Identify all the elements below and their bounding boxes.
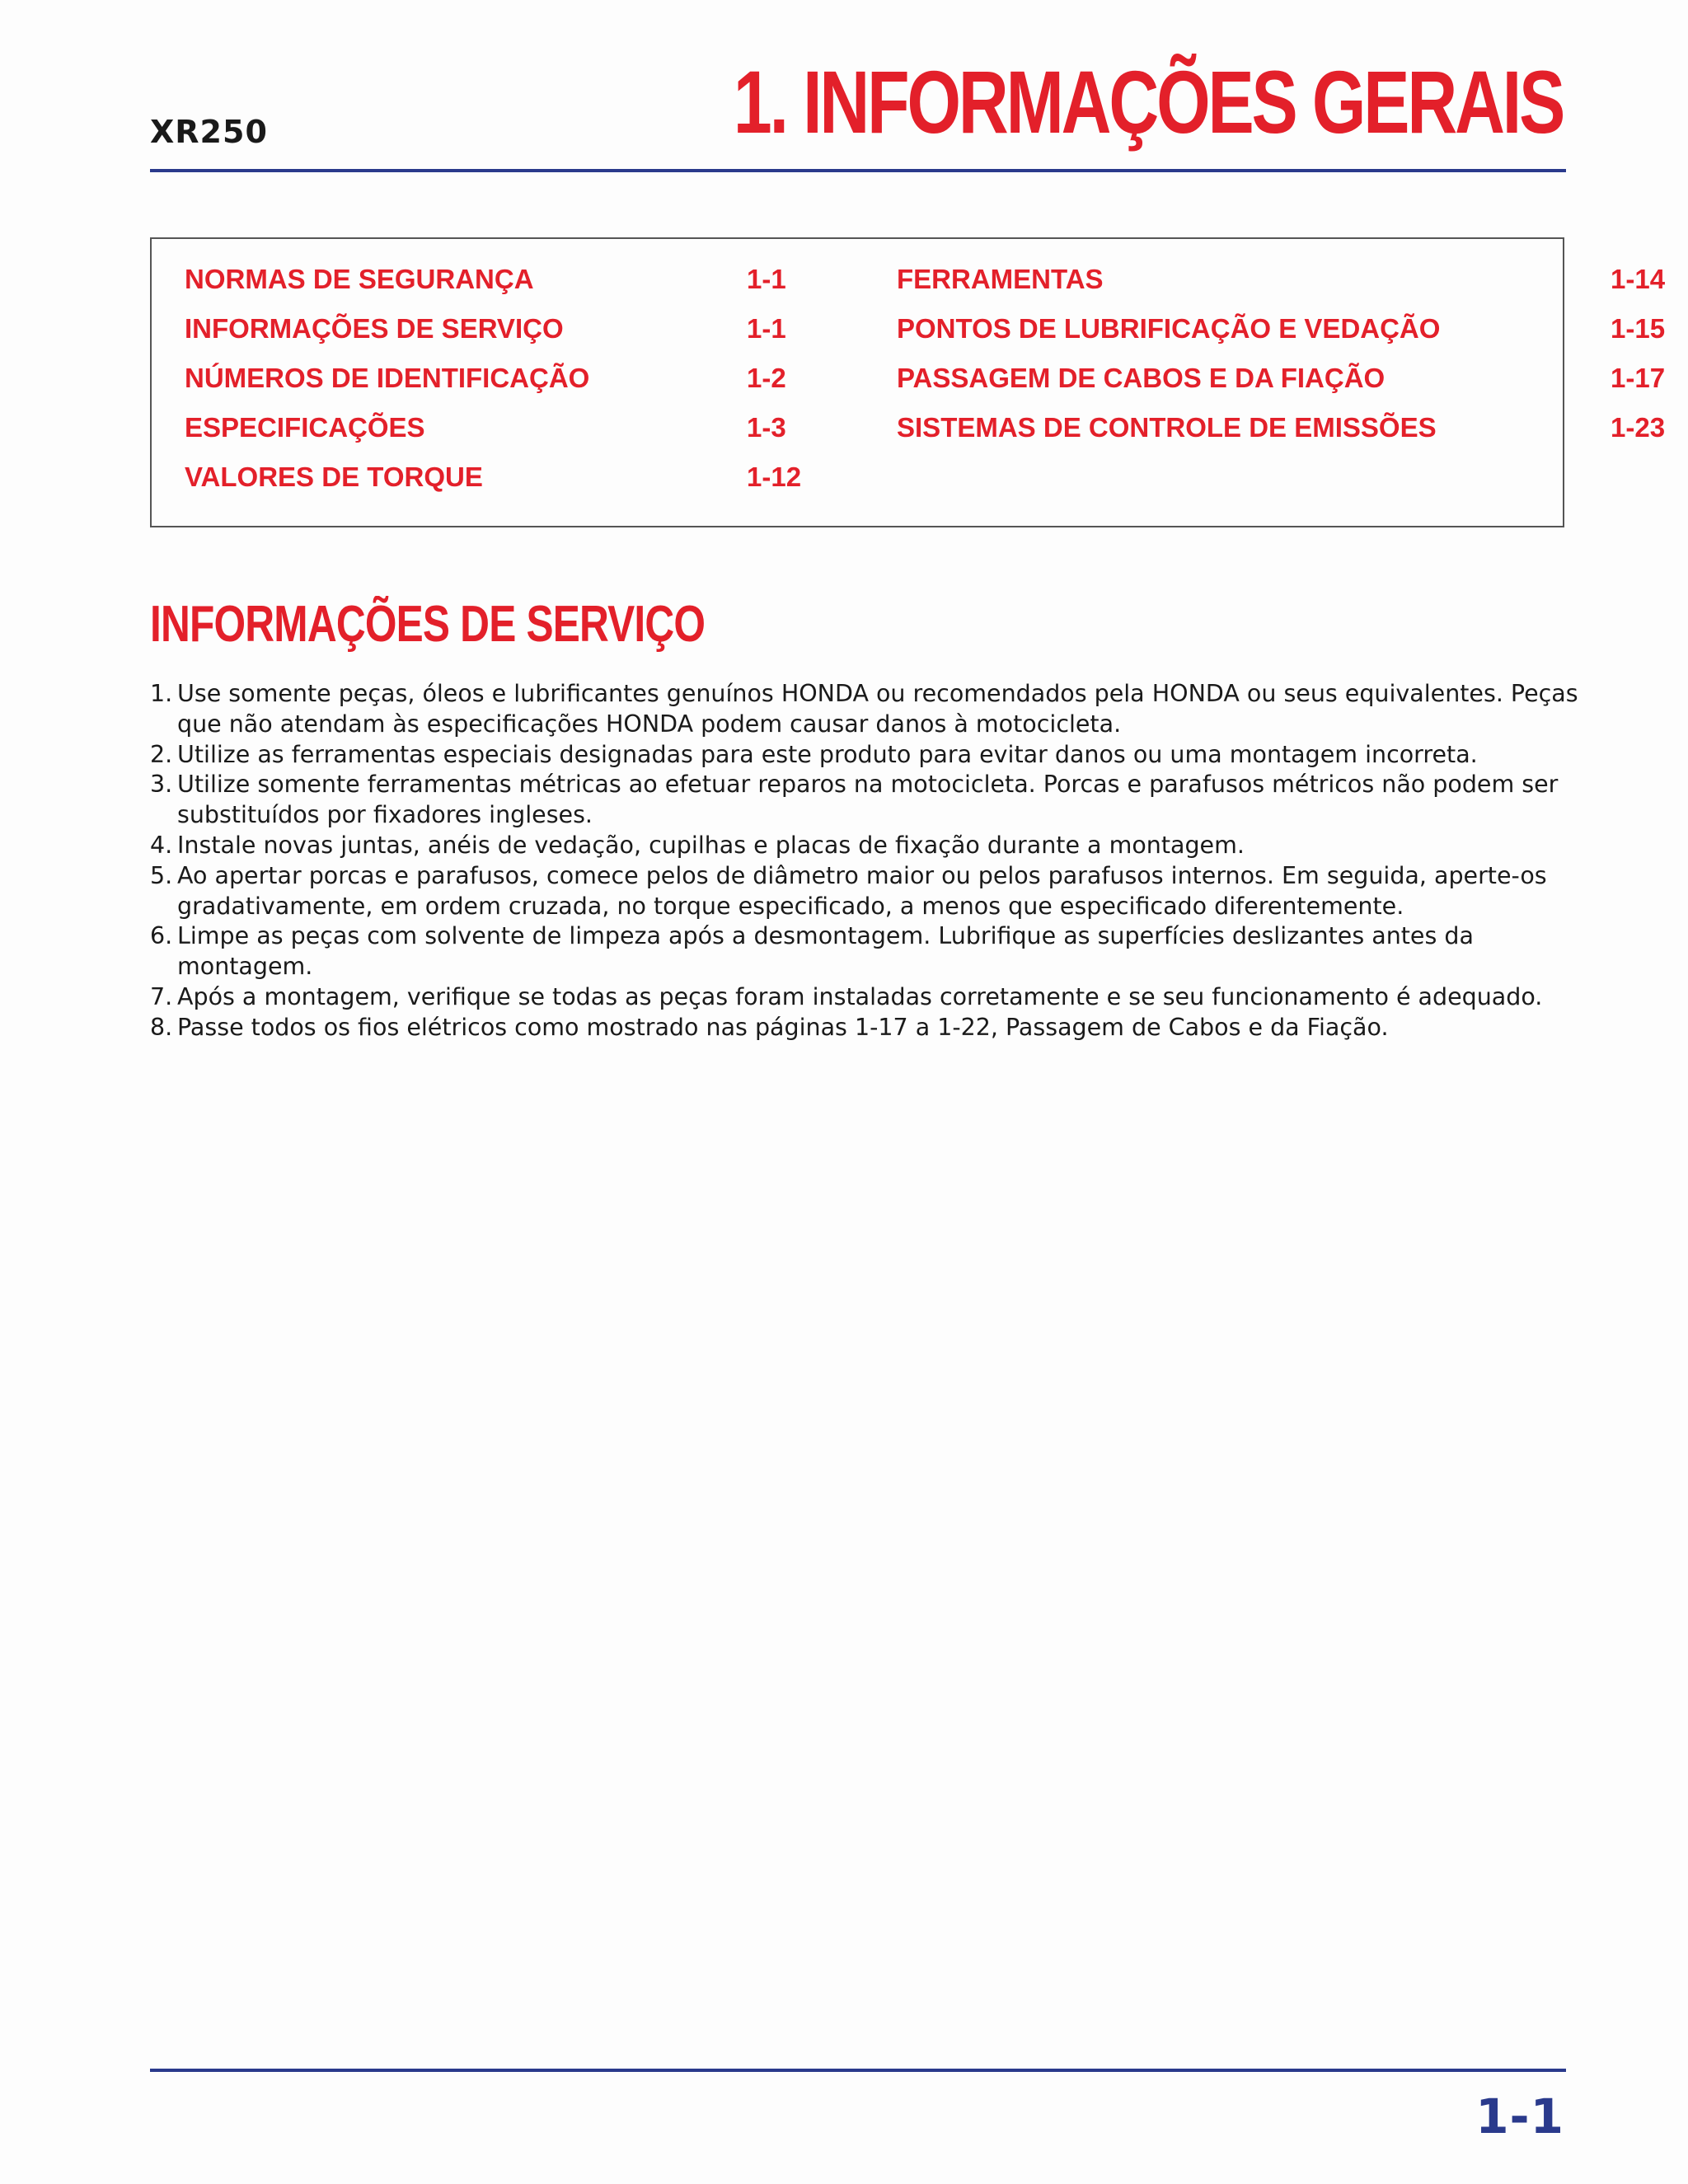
header-rule	[150, 169, 1566, 172]
list-item	[150, 982, 1584, 1013]
list-item	[150, 861, 1584, 922]
list-item-text: Após a montagem, verifique se todas as peças foram instaladas corretamente e se seu funcionamento é adequado.	[177, 982, 1543, 1010]
toc-item-page: 1-1	[747, 313, 786, 344]
toc-item-page: 1-23	[1611, 412, 1666, 443]
toc-item-label: INFORMAÇÕES DE SERVIÇO	[185, 313, 564, 344]
list-item	[150, 921, 1584, 982]
list-item-text: Ao apertar porcas e parafusos, comece pelos de diâmetro maior ou pelos parafusos internos. Em seguida, aperte-os gradativamente, em ordem cruzada, no torque especificado, a menos que especificado diferentemente.	[177, 861, 1547, 920]
list-item-number: 5.	[150, 861, 173, 889]
toc-item-page: 1-17	[1611, 363, 1666, 393]
toc-item-label: SISTEMAS DE CONTROLE DE EMISSÕES	[897, 412, 1437, 443]
list-item-number: 1.	[150, 680, 173, 707]
list-item-text: Utilize as ferramentas especiais designadas para este produto para evitar danos ou uma montagem incorreta.	[177, 740, 1478, 768]
list-item-number: 4.	[150, 831, 173, 859]
toc-item-page: 1-15	[1611, 313, 1666, 344]
list-item-number: 8.	[150, 1013, 173, 1041]
page-number: 1-1	[1475, 2088, 1564, 2144]
toc-item-label: VALORES DE TORQUE	[185, 462, 483, 492]
chapter-title: 1. INFORMAÇÕES GERAIS	[733, 52, 1563, 152]
toc-item-page: 1-1	[747, 264, 786, 294]
model-name: XR250	[150, 114, 268, 150]
list-item-number: 6.	[150, 922, 173, 950]
list-item-text: Limpe as peças com solvente de limpeza após a desmontagem. Lubrifique as superfícies deslizantes antes da montagem.	[177, 922, 1474, 981]
list-item-text: Utilize somente ferramentas métricas ao efetuar reparos na motocicleta. Porcas e parafusos métricos não podem ser substituídos por fixadores ingleses.	[177, 771, 1559, 829]
list-item-number: 3.	[150, 771, 173, 799]
section-heading: INFORMAÇÕES DE SERVIÇO	[150, 596, 706, 653]
list-item-text: Use somente peças, óleos e lubrificantes genuínos HONDA ou recomendados pela HONDA ou seus equivalentes. Peças que não atendam às especificações HONDA podem causar danos à motocicleta.	[177, 680, 1578, 738]
list-item	[150, 740, 1584, 771]
toc-item-page: 1-12	[747, 462, 802, 492]
toc-item-page: 1-2	[747, 363, 786, 393]
toc-item-label: ESPECIFICAÇÕES	[185, 412, 425, 443]
list-item-number: 2.	[150, 740, 173, 768]
list-item-text: Instale novas juntas, anéis de vedação, cupilhas e placas de fixação durante a montagem.	[177, 831, 1245, 859]
toc-item-label: PASSAGEM DE CABOS E DA FIAÇÃO	[897, 363, 1386, 393]
toc-item-label: PONTOS DE LUBRIFICAÇÃO E VEDAÇÃO	[897, 313, 1441, 344]
list-item	[150, 1013, 1584, 1043]
toc-item-page: 1-14	[1611, 264, 1666, 294]
toc-item-label: NÚMEROS DE IDENTIFICAÇÃO	[185, 363, 590, 393]
table-of-contents	[150, 237, 1666, 527]
toc-item-page: 1-3	[747, 412, 786, 443]
list-item	[150, 831, 1584, 861]
list-item-number: 7.	[150, 982, 173, 1010]
toc-item-label: NORMAS DE SEGURANÇA	[185, 264, 534, 294]
toc-item-label: FERRAMENTAS	[897, 264, 1104, 294]
footer-rule	[150, 2069, 1566, 2072]
list-item-text: Passe todos os fios elétricos como mostrado nas páginas 1-17 a 1-22, Passagem de Cabos e da Fiação.	[177, 1013, 1389, 1041]
list-item	[150, 770, 1584, 831]
list-item	[150, 679, 1584, 740]
instruction-list	[150, 679, 1584, 1043]
